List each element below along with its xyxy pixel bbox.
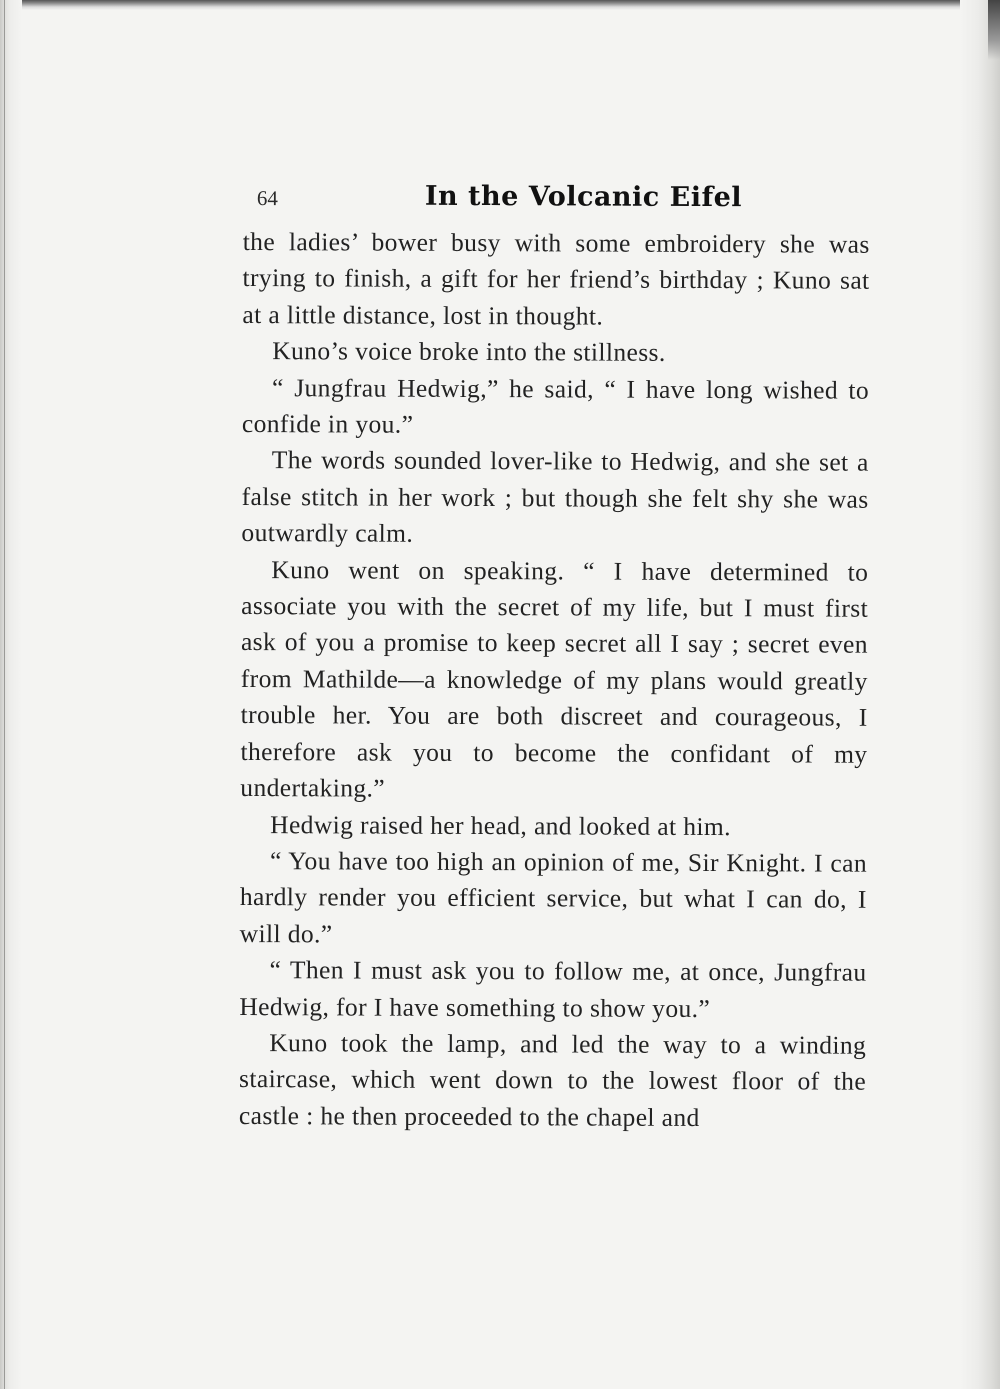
page-number: 64 (256, 186, 278, 211)
scan-right-corner-shadow (988, 0, 1000, 60)
paragraph: Kuno went on speaking. “ I have determined to associate you with the secret of my life, but I must first ask of you a promise to keep secret all I say ; secret even from Mathilde—a knowledge of my plans would greatly trouble her. You are both discreet and courageous, I therefore ask you to become the confidant of my undertaking.” (240, 554, 869, 803)
paragraph-continued: the ladies’ bower busy with some embroidery she was trying to finish, a gift for her friend’s birthday ; Kuno sat at a little distance, lost in thought. (242, 226, 870, 331)
paragraph: Kuno’s voice broke into the stillness. (272, 336, 666, 368)
scan-top-edge (0, 0, 1000, 10)
running-title: In the Volcanic Eifel (424, 180, 743, 214)
scan-right-edge (960, 0, 1000, 1389)
paragraph: “ You have too high an opinion of me, Sir Knight. I can hardly render you efficient service, but what I can do, I will do.” (239, 846, 868, 949)
paragraph: “ Then I must ask you to follow me, at once, Jungfrau Hedwig, for I have something to show you.” (239, 955, 867, 1023)
paragraph: Hedwig raised her head, and looked at him. (270, 809, 732, 841)
paragraph: Kuno took the lamp, and led the way to a winding staircase, which went down to the lowest floor of the castle : he then proceeded to the chapel and (238, 1028, 867, 1132)
body-text (239, 224, 870, 1137)
scan-left-edge-line (4, 0, 5, 1389)
paragraph: “ Jungfrau Hedwig,” he said, “ I have long wished to confide in you.” (241, 372, 870, 439)
running-head (243, 180, 870, 227)
book-page (239, 180, 870, 1137)
paragraph: The words sounded lover-like to Hedwig, and she set a false stitch in her work ; but though she felt shy she was outwardly calm. (241, 445, 869, 548)
